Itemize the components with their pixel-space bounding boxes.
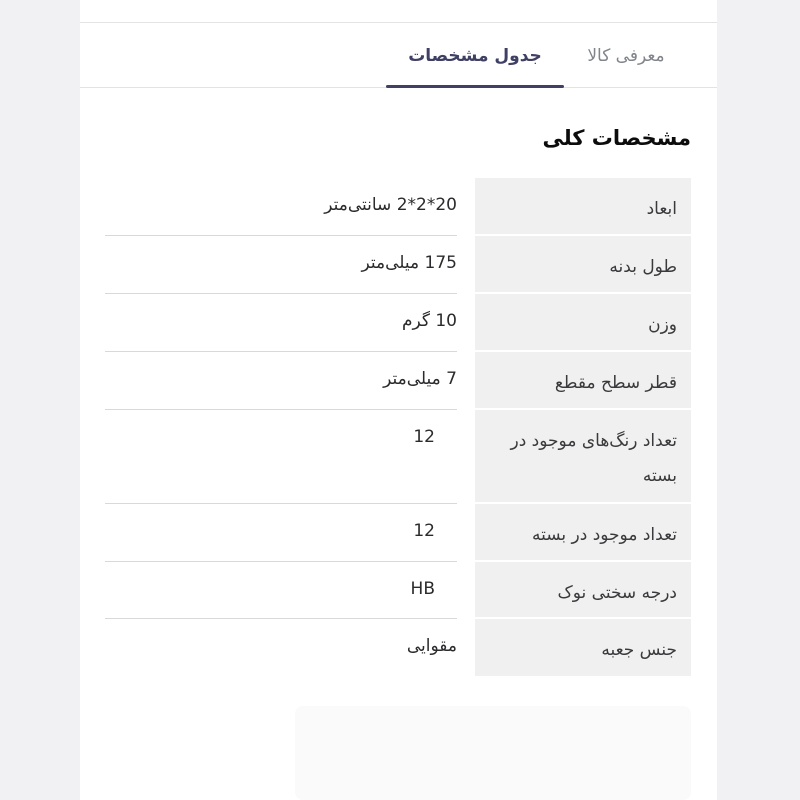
spec-value: HB [105,562,457,619]
spec-row [105,562,691,619]
active-tab-indicator [386,85,564,88]
placeholder-card [295,706,691,800]
top-divider [80,0,717,23]
spec-table [105,178,691,676]
spec-row [105,410,691,504]
spec-label: جنس جعبه [475,619,691,676]
spec-value: 12 [105,504,457,562]
spec-label: ابعاد [475,178,691,236]
spec-row [105,178,691,236]
spec-label: وزن [475,294,691,352]
tab-specifications-label: جدول مشخصات [408,46,542,66]
spec-value: 7 میلی‌متر [105,352,457,410]
spec-value: مقوایی [406,636,457,656]
spec-label: تعداد موجود در بسته [475,504,691,562]
tab-specifications[interactable] [386,23,564,87]
spec-label: قطر سطح مقطع [475,352,691,410]
spec-label: طول بدنه [475,236,691,294]
section-title: مشخصات کلی [542,126,691,150]
tab-bar [80,23,717,88]
spec-value: 12 [105,410,457,504]
spec-row [105,294,691,352]
spec-value: 175 میلی‌متر [105,236,457,294]
spec-row [105,504,691,562]
spec-value: 10 گرم [105,294,457,352]
spec-row [105,619,691,676]
spec-label: تعداد رنگ‌های موجود در بسته [475,410,691,504]
spec-value: 20*2*2 سانتی‌متر [105,178,457,236]
spec-label: درجه سختی نوک [475,562,691,619]
tab-product-intro[interactable]: معرفی کالا [587,46,665,66]
product-details-panel [80,0,717,800]
spec-row [105,352,691,410]
spec-row [105,236,691,294]
